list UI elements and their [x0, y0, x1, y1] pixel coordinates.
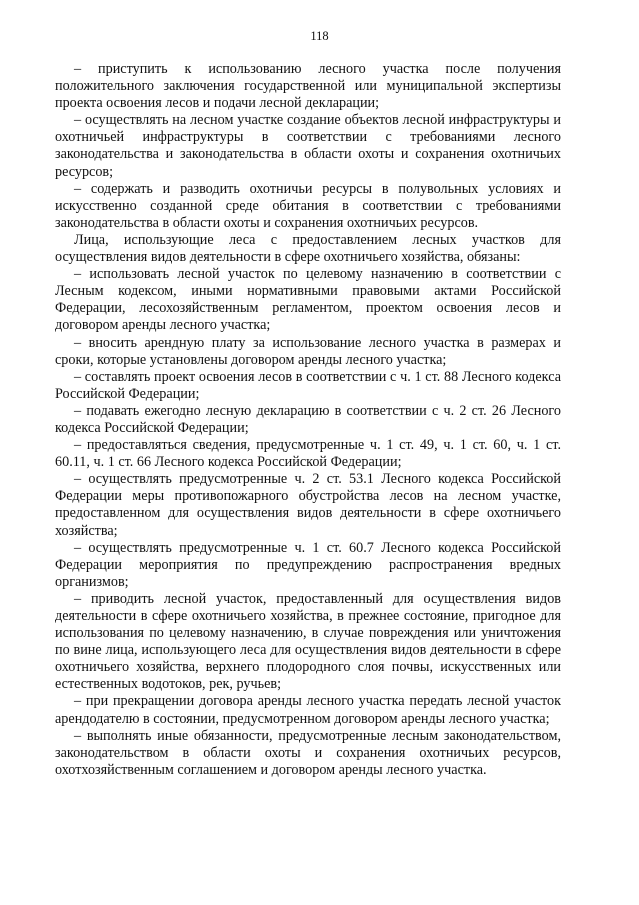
paragraph: – при прекращении договора аренды лесного участка передать лесной участок арендодателю в состоянии, предусмотренном договором аренды лесного участка; [55, 693, 561, 727]
paragraph: – осуществлять на лесном участке создание объектов лесной инфраструктуры и охотничьей инфраструктуры в соответствии с требованиями лесного законодательства и законодательства в области охоты и сохранения охотничьих ресурсов; [55, 112, 561, 180]
paragraph: – составлять проект освоения лесов в соответствии с ч. 1 ст. 88 Лесного кодекса Российской Федерации; [55, 368, 561, 402]
paragraph: – подавать ежегодно лесную декларацию в соответствии с ч. 2 ст. 26 Лесного кодекса Российской Федерации; [55, 402, 561, 436]
paragraph: – предоставляться сведения, предусмотренные ч. 1 ст. 49, ч. 1 ст. 60, ч. 1 ст. 60.11, ч. 1 ст. 66 Лесного кодекса Российской Федерации; [55, 437, 561, 471]
paragraph: – приступить к использованию лесного участка после получения положительного заключения государственной или муниципальной экспертизы проекта освоения лесов и подачи лесной декларации; [55, 61, 561, 112]
paragraph: – выполнять иные обязанности, предусмотренные лесным законодательством, законодательством в области охоты и сохранения охотничьих ресурсов, охотхозяйственным соглашением и договором аренды лесного участка. [55, 727, 561, 778]
paragraph: – осуществлять предусмотренные ч. 1 ст. 60.7 Лесного кодекса Российской Федерации мероприятия по предупреждению распространения вредных организмов; [55, 539, 561, 590]
document-body [55, 61, 561, 779]
paragraph: – осуществлять предусмотренные ч. 2 ст. 53.1 Лесного кодекса Российской Федерации меры противопожарного обустройства лесов на лесном участке, предоставленном для осуществления видов деятельности в сфере охотничьего хозяйства; [55, 471, 561, 539]
paragraph: – использовать лесной участок по целевому назначению в соответствии с Лесным кодексом, иными нормативными правовыми актами Российской Федерации, лесохозяйственным регламентом, проектом освоения лесов и договором аренды лесного участка; [55, 266, 561, 334]
paragraph: – вносить арендную плату за использование лесного участка в размерах и сроки, которые установлены договором аренды лесного участка; [55, 334, 561, 368]
paragraph: Лица, использующие леса с предоставлением лесных участков для осуществления видов деятельности в сфере охотничьего хозяйства, обязаны: [55, 231, 561, 266]
paragraph: – содержать и разводить охотничьи ресурсы в полувольных условиях и искусственно созданной среде обитания в соответствии с требованиями законодательства в области охоты и сохранения охотничьих ресурсов. [55, 180, 561, 231]
page-number: 118 [310, 29, 329, 43]
paragraph: – приводить лесной участок, предоставленный для осуществления видов деятельности в сфере охотничьего хозяйства, в прежнее состояние, пригодное для использования по целевому назначению, в случае повреждения или уничтожения по вине лица, использующего леса для осуществления видов деятельности в сфере охотничьего хозяйства, верхнего плодородного слоя почвы, искусственных или естественных водотоков, рек, ручьев; [55, 590, 561, 693]
